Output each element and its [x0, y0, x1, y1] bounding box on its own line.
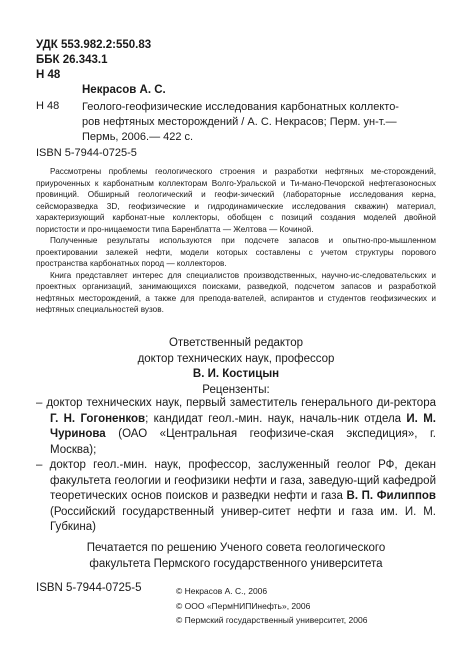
decision-line: Печатается по решению Ученого совета геологического: [86, 542, 386, 554]
catalog-isbn: ISBN 5-7944-0725-5: [36, 147, 137, 159]
catalog-author: Некрасов А. С.: [82, 84, 166, 96]
reviewer-name: В. П. Филиппов: [346, 490, 436, 502]
reviewer-name: Г. Н. Гогоненков: [50, 412, 146, 425]
udk-code: УДК 553.982.2:550.83: [36, 39, 152, 51]
abstract-paragraph: Книга представляет интерес для специалистов производственных, научно-ис-следовательских и проектных организаций, занимающихся поисками, разведкой, подсчетом запасов и разработкой нефтяных месторождений, а также для препода-вателей, аспирантов и студентов геофизических и нефтяных специальностей вузов.: [36, 270, 436, 314]
title-line: ров нефтяных месторождений / А. С. Некрасов; Перм. ун-т.—: [82, 116, 397, 128]
reviewer-name: И. М. Чуринова: [50, 412, 436, 440]
reviewer-entry: – доктор технических наук, первый заместитель генерального ди-ректора Г. Н. Гогоненков; кандидат геол.-мин. наук, началь-ник отдела И. М. Чуринова (ОАО «Центральная геофизиче-ская экспедиция», г. Москва);: [36, 397, 436, 456]
copyright-block: [176, 584, 367, 628]
bottom-isbn: ISBN 5-7944-0725-5: [36, 582, 142, 594]
classification-codes: [36, 38, 151, 83]
abstract: [36, 166, 436, 316]
catalog-code: Н 48: [36, 100, 60, 112]
reviewers-heading: Рецензенты:: [202, 383, 270, 396]
catalog-title: [82, 100, 442, 145]
editor-heading: Ответственный редактор: [168, 337, 304, 349]
author-mark: Н 48: [36, 69, 61, 81]
title-line: Геолого-геофизические исследования карбонатных коллекто-: [82, 101, 399, 113]
editor-degree: доктор технических наук, профессор: [137, 352, 335, 365]
copyright-line: © Пермский государственный университет, 2006: [176, 615, 368, 625]
bbk-code: ББК 26.343.1: [36, 54, 108, 66]
reviewers-list: [36, 396, 436, 536]
editor-block: [36, 336, 436, 398]
copyright-line: © ООО «ПермНИПИнефть», 2006: [176, 600, 311, 611]
publication-decision: [36, 541, 436, 572]
abstract-paragraph: Рассмотрены проблемы геологического строения и разработки нефтяных ме-сторождений, приуроченных к карбонатным коллекторам Волго-Уральской и Ти-мано-Печорской нефтегазоносных провинций. Обширный геологический и геофи-зический (лабораторные исследования керна, сейсморазведка 3D, геофизические и гидродинамические исследования скважин) материал, характеризующий карбонат-ные коллекторы, обобщен с позиций создания моделей двойной пористости и про-ницаемости типа Баренблатта — Желтова — Кочиной.: [36, 167, 436, 234]
editor-name: В. И. Костицын: [192, 368, 280, 380]
abstract-paragraph: Полученные результаты используются при подсчете запасов и опытно-про-мышленном проектировании залежей нефти, модели которых составлены с учетом структуры порового пространства карбонатных пород — коллекторов.: [36, 236, 436, 268]
copyright-line: © Некрасов А. С., 2006: [176, 586, 268, 596]
decision-line: факультета Пермского государственного университета: [89, 557, 383, 570]
reviewer-entry: – доктор геол.-мин. наук, профессор, заслуженный геолог РФ, декан факультета геологии и геофизики нефти и газа, заведую-щий кафедрой теоретических основ поисков и разведки нефти и газа В. П. Филиппов (Российский государственный универ-ситет нефти и газа им. И. М. Губкина): [36, 459, 436, 533]
title-line: Пермь, 2006.— 422 с.: [82, 131, 194, 143]
